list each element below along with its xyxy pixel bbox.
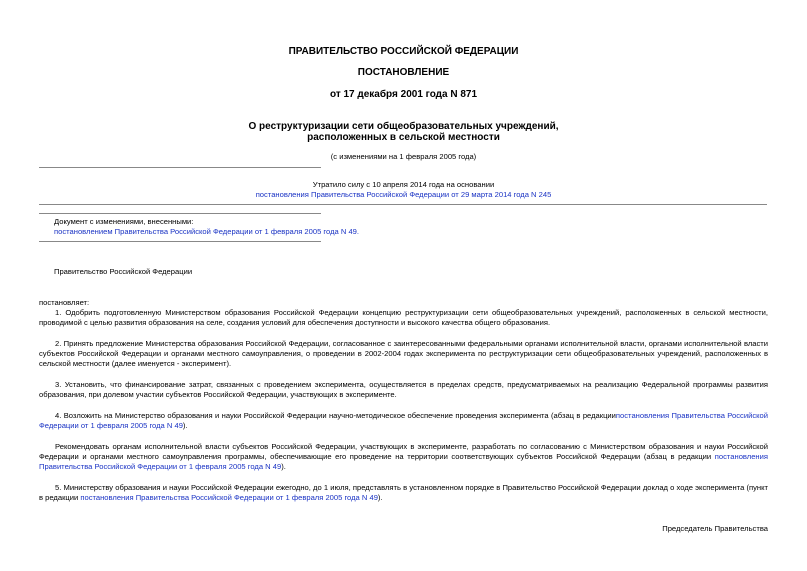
changes-link[interactable]: постановлением Правительства Российской Федерации от 1 февраля 2005 года N 49. [54, 227, 359, 236]
amendment-link[interactable]: постановления Правительства Российской Федерации от 1 февраля 2005 года N 49 [39, 411, 768, 431]
repeal-link[interactable]: постановления Правительства Российской Федерации от 29 марта 2014 года N 245 [255, 190, 552, 199]
paragraph-2: 2. Принять предложение Министерства образования Российской Федерации, согласованное с заинтересованными федеральными органами исполнительной власти, органами исполнительной власти субъектов Российской Федерации и органами местного самоуправления, о проведении в 2002-2004 годах эксперимента по реструктуризации сети общеобразовательных учреждений, расположенных в сельской местности (далее именуется - эксперимент). [39, 339, 768, 369]
paragraph-1: 1. Одобрить подготовленную Министерством образования Российской Федерации концепцию реструктуризации сети общеобразовательных учреждений, расположенных в сельской местности, проводимой с целью развития образования на селе, создания условий для обеспечения доступности и высокого качества общего образования. [39, 308, 768, 328]
changes-label: Документ с изменениями, внесенными: [54, 217, 194, 226]
title-line-1: О реструктуризации сети общеобразовательных учреждений, [248, 121, 559, 132]
title-line-2: расположенных в сельской местности [307, 132, 500, 143]
paragraph-4: 4. Возложить на Министерство образования и науки Российской Федерации научно-методическое обеспечение проведения эксперимента (абзац в редакциипостановления Правительства Российской Федерации от 1 февраля 2005 года N 49). [39, 411, 768, 431]
divider [39, 167, 321, 168]
paragraph-5: Рекомендовать органам исполнительной власти субъектов Российской Федерации, участвующих в эксперименте, разработать по согласованию с Министерством образования и науки Российской Федерации и органами местного самоуправления программы, обеспечивающие его проведение на территории соответствующих субъектов Российской Федерации (абзац в редакции постановления Правительства Российской Федерации от 1 февраля 2005 года N 49). [39, 442, 768, 472]
divider [39, 204, 767, 205]
amendment-link[interactable]: постановления Правительства Российской Федерации от 1 февраля 2005 года N 49 [39, 452, 768, 472]
org-heading: ПРАВИТЕЛЬСТВО РОССИЙСКОЙ ФЕДЕРАЦИИ [288, 46, 519, 57]
paragraph-3: 3. Установить, что финансирование затрат, связанных с проведением эксперимента, осуществляется в пределах средств, предусматриваемых на реализацию Федеральной программы развития образования, при долевом участии субъектов Российской Федерации, участвующих в эксперименте. [39, 380, 768, 400]
signature: Председатель Правительства [662, 524, 768, 533]
status-text: Утратило силу с 10 апреля 2014 года на основании [312, 180, 495, 189]
issuer-text: Правительство Российской Федерации [54, 267, 193, 276]
status-link-wrap [0, 190, 807, 200]
doc-type-heading: ПОСТАНОВЛЕНИЕ [357, 67, 450, 78]
amendment-link[interactable]: постановления Правительства Российской Федерации от 1 февраля 2005 года N 49 [80, 493, 378, 503]
paragraph-6: 5. Министерству образования и науки Российской Федерации ежегодно, до 1 июля, представлять в установленном порядке в Правительство Российской Федерации доклад о ходе эксперимента (пункт в редакции постановления Правительства Российской Федерации от 1 февраля 2005 года N 49). [39, 483, 768, 503]
amendment-note: (с изменениями на 1 февраля 2005 года) [330, 152, 477, 161]
divider [39, 241, 321, 242]
changes-link-wrap [54, 227, 359, 237]
decree-text: постановляет: [39, 298, 90, 307]
date-heading: от 17 декабря 2001 года N 871 [329, 89, 478, 100]
divider [39, 213, 321, 214]
